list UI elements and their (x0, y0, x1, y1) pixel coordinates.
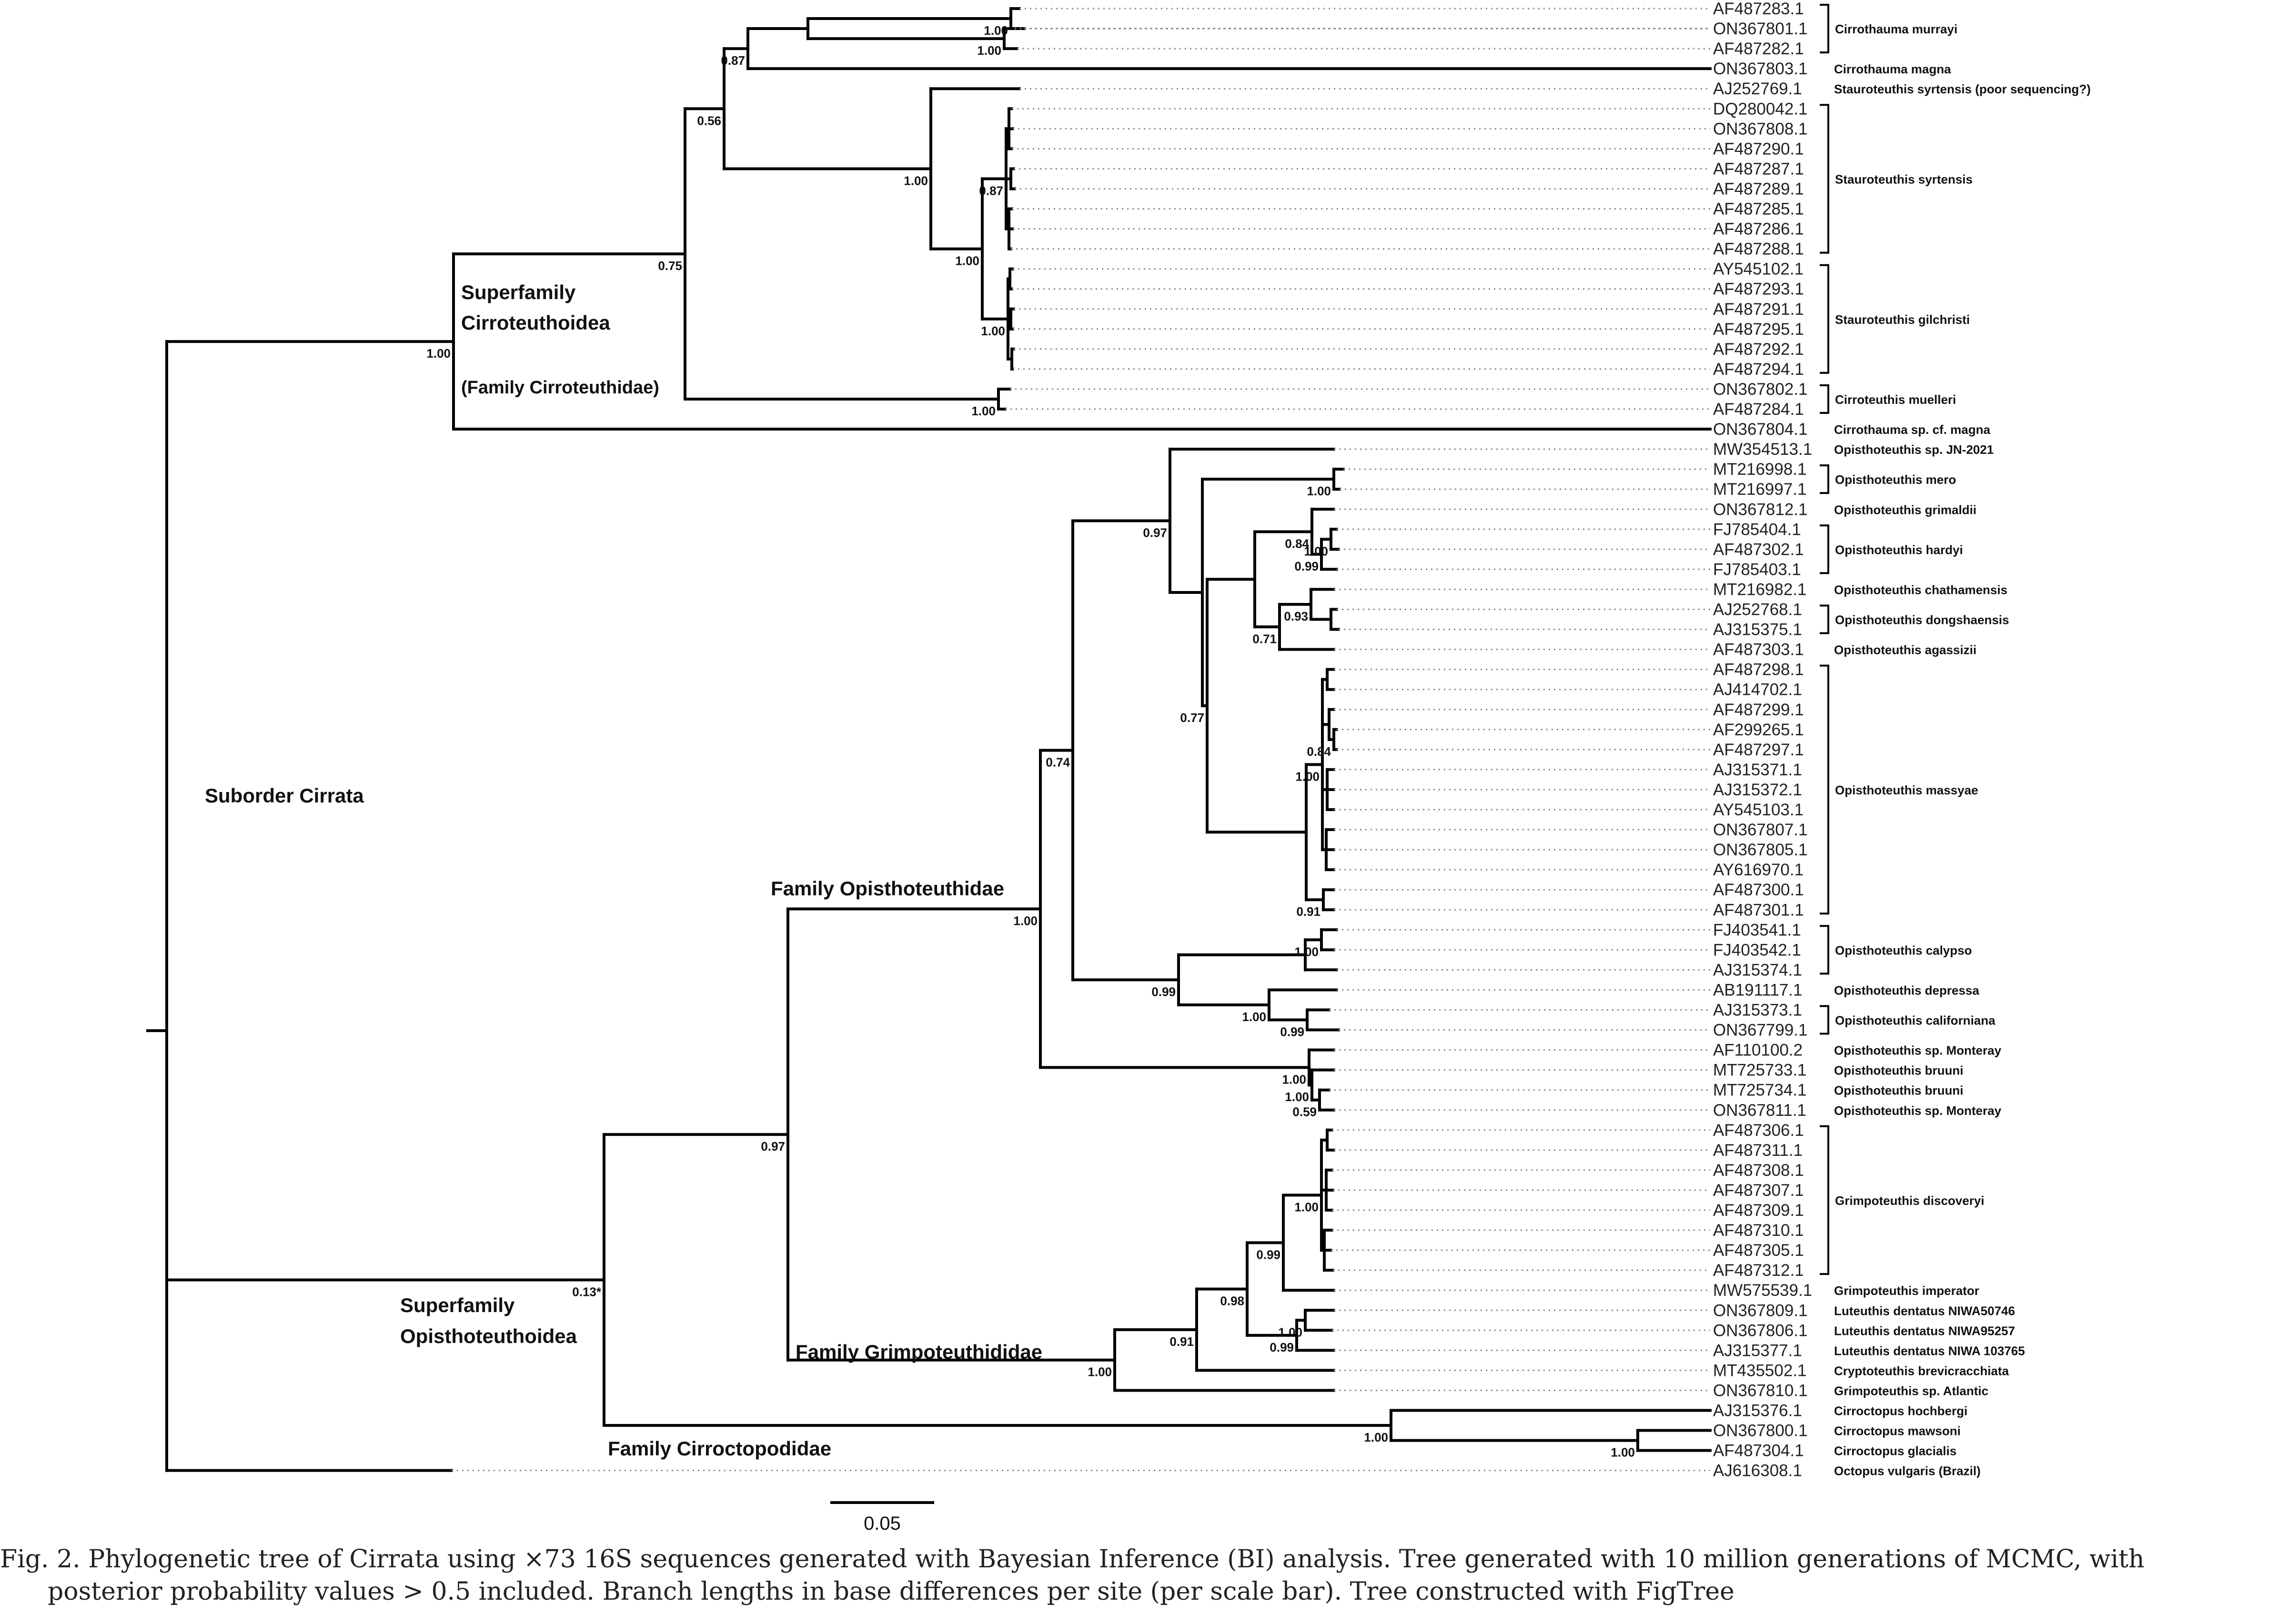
leaf-accession: AJ315372.1 (1713, 780, 1802, 799)
leaf-accession: ON367801.1 (1713, 20, 1808, 39)
leaf-species: Grimpoteuthis imperator (1834, 1283, 1979, 1298)
posterior-value: 0.13* (572, 1284, 601, 1299)
leaf-species: Luteuthis dentatus NIWA50746 (1834, 1303, 2015, 1318)
scale-bar-label: 0.05 (864, 1513, 901, 1534)
leaf-accession: AF487289.1 (1713, 180, 1804, 199)
leaf-accession: AF487300.1 (1713, 881, 1804, 900)
leaf-labels (1713, 0, 2091, 1480)
leaf-species: Opisthoteuthis depressa (1834, 983, 1979, 998)
posterior-value: 1.00 (1282, 1072, 1306, 1087)
bracket-label: Opisthoteuthis hardyi (1835, 542, 1963, 557)
leaf-species: Luteuthis dentatus NIWA95257 (1834, 1323, 2015, 1338)
posterior-value: 1.00 (1242, 1009, 1266, 1024)
group-label-superfamily-2: Superfamily (400, 1294, 515, 1316)
leaf-accession: AF487301.1 (1713, 901, 1804, 920)
leaf-accession: AJ315371.1 (1713, 760, 1802, 779)
bracket-label: Opisthoteuthis mero (1835, 472, 1956, 487)
leaf-species: Opisthoteuthis sp. Monteray (1834, 1103, 2002, 1118)
posterior-value: 1.00 (1278, 1325, 1302, 1340)
leaf-accession: FJ785404.1 (1713, 520, 1801, 539)
posterior-value: 1.00 (955, 253, 979, 268)
posterior-value: 1.00 (1307, 484, 1331, 499)
leaf-accession: AJ315375.1 (1713, 620, 1802, 639)
posterior-value: 0.87 (979, 183, 1003, 198)
leaf-accession: AJ315374.1 (1713, 961, 1802, 980)
group-label-family-grimpoteuthididae: Family Grimpoteuthididae (796, 1341, 1043, 1363)
posterior-value: 0.74 (1046, 755, 1070, 770)
leaf-accession: AB191117.1 (1713, 981, 1803, 1000)
leaf-accession: AF487304.1 (1713, 1441, 1804, 1460)
posterior-value: 1.00 (904, 173, 928, 188)
leaf-species: Opisthoteuthis agassizii (1834, 642, 1977, 657)
group-label-opisthoteuthoidea: Opisthoteuthoidea (400, 1325, 577, 1347)
posterior-value: 1.00 (1013, 913, 1038, 928)
leaf-accession: MT725733.1 (1713, 1061, 1807, 1080)
leaf-accession: AF487298.1 (1713, 660, 1804, 679)
leaf-accession: AF487292.1 (1713, 340, 1804, 359)
leaf-accession: ON367811.1 (1713, 1101, 1806, 1120)
posterior-value: 0.71 (1252, 632, 1277, 646)
leaf-accession: ON367799.1 (1713, 1021, 1808, 1040)
leaf-accession: AF487295.1 (1713, 320, 1804, 339)
leaf-accession: AF487284.1 (1713, 400, 1804, 419)
posterior-labels (426, 23, 1635, 1460)
leaf-accession: DQ280042.1 (1713, 100, 1808, 119)
leaf-accession: MW354513.1 (1713, 440, 1813, 459)
leaf-species: Opisthoteuthis sp. Monteray (1834, 1043, 2002, 1058)
group-label-family-cirroctopodidae: Family Cirroctopodidae (608, 1437, 832, 1460)
posterior-value: 0.59 (1292, 1104, 1317, 1119)
leaf-accession: ON367808.1 (1713, 120, 1808, 139)
species-bracket (1820, 606, 1828, 633)
posterior-value: 1.00 (981, 323, 1005, 338)
leaf-species: Opisthoteuthis bruuni (1834, 1083, 1964, 1098)
leaf-accession: AF487293.1 (1713, 280, 1804, 299)
posterior-value: 1.00 (977, 43, 1001, 58)
species-bracket (1820, 666, 1828, 914)
bracket-label: Opisthoteuthis calypso (1835, 943, 1972, 958)
bracket-label: Opisthoteuthis dongshaensis (1835, 612, 2009, 627)
group-label-family-opisthoteuthidae: Family Opisthoteuthidae (771, 877, 1005, 900)
posterior-value: 1.00 (1611, 1445, 1635, 1460)
posterior-value: 0.98 (1220, 1293, 1244, 1308)
posterior-value: 0.99 (1256, 1247, 1280, 1262)
leaf-species: Opisthoteuthis chathamensis (1834, 582, 2008, 597)
leaf-species: Cirrothauma sp. cf. magna (1834, 422, 1990, 437)
leaf-species: Luteuthis dentatus NIWA 103765 (1834, 1343, 2025, 1358)
posterior-value: 1.00 (971, 403, 996, 418)
figure-caption (0, 1543, 2278, 1608)
leaf-accession: AY545103.1 (1713, 801, 1804, 819)
leaf-accession: FJ403541.1 (1713, 921, 1801, 940)
leaf-species: Stauroteuthis syrtensis (poor sequencing?) (1834, 82, 2091, 97)
leaf-accession: ON367802.1 (1713, 380, 1808, 399)
caption-line-1: Fig. 2. Phylogenetic tree of Cirrata using ×73 16S sequences generated with Bayesian Inference (BI) analysis. Tree generated with 10 million generations of MCMC, with (0, 1545, 2145, 1574)
bracket-label: Stauroteuthis gilchristi (1835, 312, 1970, 327)
posterior-value: 1.00 (1088, 1364, 1112, 1379)
posterior-value: 1.00 (1304, 544, 1328, 559)
leaf-accession: AJ315376.1 (1713, 1401, 1802, 1420)
leaf-accession: AF487294.1 (1713, 360, 1804, 379)
leaf-species: Cirroctopus glacialis (1834, 1444, 1957, 1458)
leaf-accession: AJ252769.1 (1713, 80, 1802, 99)
bracket-label: Grimpoteuthis discoveryi (1835, 1193, 1985, 1208)
leaf-accession: AJ616308.1 (1713, 1461, 1802, 1480)
posterior-value: 0.99 (1294, 559, 1319, 573)
leaf-accession: AF487306.1 (1713, 1121, 1804, 1140)
leaf-species: Opisthoteuthis grimaldii (1834, 502, 1977, 517)
leaf-accession: AJ252768.1 (1713, 600, 1802, 619)
leaf-accession: MT725734.1 (1713, 1081, 1807, 1100)
leaf-accession: AF299265.1 (1713, 720, 1804, 739)
posterior-value: 1.00 (1295, 769, 1320, 784)
tree-branches (148, 9, 1710, 1471)
posterior-value: 0.84 (1307, 744, 1331, 759)
bracket-label: Stauroteuthis syrtensis (1835, 172, 1973, 187)
species-bracket (1820, 926, 1828, 973)
posterior-value: 0.77 (1180, 710, 1204, 725)
leaf-accession: AF110100.2 (1713, 1041, 1803, 1060)
leaf-accession: AF487299.1 (1713, 700, 1804, 719)
leaf-accession: AF487288.1 (1713, 240, 1804, 259)
leaf-accession: AF487302.1 (1713, 540, 1804, 559)
leaf-species: Grimpoteuthis sp. Atlantic (1834, 1383, 1989, 1398)
bracket-label: Opisthoteuthis californiana (1835, 1013, 1996, 1028)
caption-line-2: posterior probability values > 0.5 included. Branch lengths in base differences per site (per scale bar). Tree constructed with FigTree (48, 1577, 1734, 1606)
bracket-label: Cirrothauma murrayi (1835, 22, 1958, 37)
leaf-accession: ON367812.1 (1713, 500, 1808, 519)
species-bracket (1820, 5, 1828, 52)
leaf-accession: AF487309.1 (1713, 1201, 1804, 1220)
group-label-superfamily-1: Superfamily (461, 281, 576, 303)
leaf-accession: AJ315373.1 (1713, 1001, 1802, 1020)
posterior-value: 1.00 (984, 23, 1008, 38)
posterior-value: 0.87 (721, 53, 745, 68)
leaf-accession: AF487312.1 (1713, 1261, 1804, 1280)
leaf-species: Opisthoteuthis bruuni (1834, 1063, 1964, 1078)
posterior-value: 0.91 (1296, 904, 1320, 919)
leaf-accession: ON367806.1 (1713, 1321, 1808, 1340)
leaf-accession: AJ414702.1 (1713, 680, 1802, 699)
species-bracket (1820, 1126, 1828, 1274)
leaf-accession: MT216982.1 (1713, 580, 1807, 599)
species-bracket (1820, 525, 1828, 573)
posterior-value: 0.91 (1169, 1334, 1194, 1349)
leaf-species: Octopus vulgaris (Brazil) (1834, 1464, 1981, 1478)
leaf-accession: ON367805.1 (1713, 841, 1808, 860)
leaf-accession: AF487297.1 (1713, 740, 1804, 759)
posterior-value: 1.00 (1294, 944, 1319, 959)
posterior-value: 1.00 (1364, 1430, 1388, 1445)
leaf-accession: FJ785403.1 (1713, 560, 1801, 579)
leaf-accession: MW575539.1 (1713, 1281, 1813, 1300)
species-bracket (1820, 465, 1828, 493)
leaf-accession: MT216998.1 (1713, 460, 1807, 479)
leaf-accession: AF487282.1 (1713, 40, 1804, 59)
posterior-value: 0.56 (697, 113, 721, 128)
leaf-accession: AY545102.1 (1713, 260, 1804, 279)
leaf-accession: ON367809.1 (1713, 1301, 1808, 1320)
species-bracket (1820, 385, 1828, 413)
species-bracket (1820, 1006, 1828, 1034)
leaf-species: Opisthoteuthis sp. JN-2021 (1834, 442, 1994, 457)
leaf-species: Cirroctopus hochbergi (1834, 1403, 1968, 1418)
posterior-value: 0.97 (1143, 525, 1167, 540)
posterior-value: 0.97 (761, 1139, 785, 1154)
leaf-accession: MT216997.1 (1713, 480, 1807, 499)
posterior-value: 1.00 (1285, 1090, 1309, 1104)
posterior-value: 0.75 (658, 259, 682, 273)
leaf-accession: AF487287.1 (1713, 160, 1804, 179)
leaf-accession: AF487303.1 (1713, 640, 1804, 659)
leaf-accession: AF487291.1 (1713, 300, 1804, 319)
leaf-species: Cirrothauma magna (1834, 62, 1951, 77)
leaf-accession: AF487311.1 (1713, 1141, 1803, 1160)
leaf-species: Cryptoteuthis brevicracchiata (1834, 1363, 2009, 1378)
leaf-accession: ON367810.1 (1713, 1381, 1808, 1400)
bracket-label: Cirroteuthis muelleri (1835, 392, 1956, 407)
species-bracket (1820, 105, 1828, 252)
posterior-value: 0.93 (1284, 609, 1308, 623)
leaf-species: Cirroctopus mawsoni (1834, 1424, 1961, 1438)
leaf-accession: ON367807.1 (1713, 821, 1808, 840)
posterior-value: 0.99 (1280, 1024, 1304, 1039)
leaf-accession: ON367800.1 (1713, 1421, 1808, 1440)
leaf-accession: MT435502.1 (1713, 1361, 1807, 1380)
leaf-accession: AF487307.1 (1713, 1181, 1804, 1200)
group-label-cirroteuthoidea: Cirroteuthoidea (461, 311, 610, 334)
leaf-accession: AF487308.1 (1713, 1161, 1804, 1180)
leaf-accession: AF487290.1 (1713, 140, 1804, 159)
leaf-accession: AF487283.1 (1713, 0, 1804, 18)
leaf-accession: AF487285.1 (1713, 200, 1804, 219)
posterior-value: 0.99 (1270, 1340, 1294, 1354)
species-bracket (1820, 265, 1828, 373)
bracket-label: Opisthoteuthis massyae (1835, 782, 1978, 797)
leaf-accession: ON367803.1 (1713, 60, 1808, 79)
group-label-suborder-cirrata: Suborder Cirrata (205, 784, 364, 807)
leaf-accession: ON367804.1 (1713, 420, 1808, 439)
leaf-accession: AF487286.1 (1713, 220, 1804, 239)
posterior-value: 1.00 (426, 346, 451, 361)
leaf-accession: AF487310.1 (1713, 1221, 1804, 1240)
posterior-value: 1.00 (1294, 1200, 1319, 1214)
leaf-accession: AJ315377.1 (1713, 1341, 1802, 1360)
posterior-value: 0.99 (1151, 984, 1176, 999)
posterior-value: 0.84 (1285, 536, 1309, 551)
leaf-accession: AY616970.1 (1713, 861, 1804, 880)
leaf-accession: AF487305.1 (1713, 1241, 1804, 1260)
leaf-accession: FJ403542.1 (1713, 941, 1801, 960)
group-label-family-cirroteuthidae: (Family Cirroteuthidae) (461, 378, 659, 398)
